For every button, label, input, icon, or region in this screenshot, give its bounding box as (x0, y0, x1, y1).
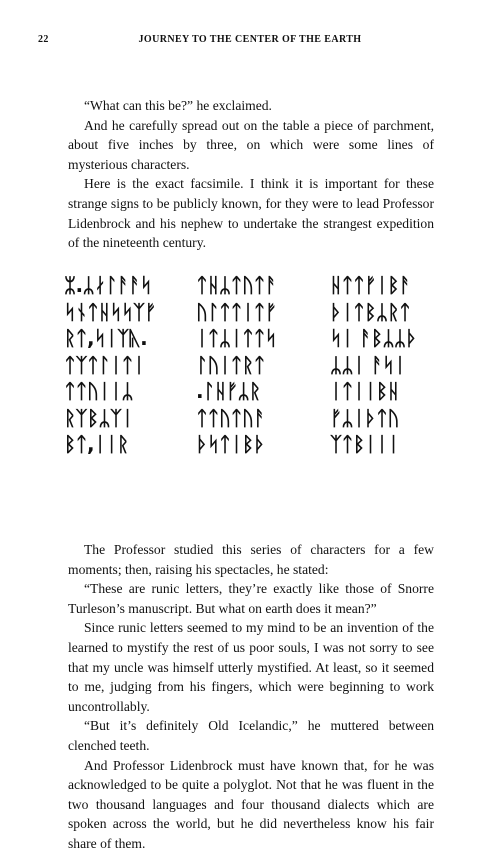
page-number: 22 (38, 34, 49, 45)
runic-line: ᛏᛏᚢᛏᚢᚨ (196, 405, 265, 430)
paragraph: “But it’s definitely Old Icelandic,” he muttered between clenched teeth. (68, 718, 434, 753)
runic-facsimile (64, 272, 436, 516)
runic-line: ᛋᛁ ᚨᛒᛦᛦᚦ (330, 326, 417, 350)
runic-line: ᚢᛚᛏᛏᛁᛏᚠ (196, 299, 277, 324)
runic-line: ᚦᛁᛏᛒᛦᚱᛏ (330, 299, 411, 324)
paragraph: The Professor studied this series of characters for a few moments; then, raising his spectacles, he stated: (68, 542, 434, 577)
paragraph: Since runic letters seemed to my mind to be an invention of the learned to mystify the rest of us poor souls, I was not sorry to see that my uncle was himself utterly mystified. At least, so it seemed to me, judging from his fingers, which were beginning to work uncontrollably. (68, 620, 434, 714)
text-block-after-facsimile (68, 540, 434, 854)
runic-column (64, 272, 156, 458)
runic-line: ᛋᚾᛏᚺᛋᛋᛉᚠ (64, 299, 156, 324)
runic-column (196, 272, 277, 458)
paragraph: “What can this be?” he exclaimed. (84, 98, 272, 113)
runic-line: ᛏᚺᛦᛏᚢᛏᚨ (196, 273, 277, 297)
runic-line: ᚱᛏ,ᛋᛁᛉᚣ. (64, 326, 148, 350)
runic-line: ᛁᛏᛁᛁᛒᚺ (330, 379, 399, 403)
paragraph: And he carefully spread out on the table a piece of parchment, about five inches by three, on which were some lines of mysterious characters. (68, 117, 434, 172)
runic-line: ᚠᛦᛁᚦᛏᚢ (330, 405, 399, 430)
runic-line: .ᛚᚺᚠᛦᚱ (196, 379, 261, 403)
runic-line: ᛏᛉᛏᛚᛁᛏᛁ (64, 352, 145, 377)
runic-line: ᛁᛏᛦᛁᛏᛏᛋ (196, 326, 277, 350)
runic-line: ᛒᛏ,ᛁᛁᚱ (64, 432, 129, 456)
runic-line: ᛦᛦᛁ ᚨᛋᛁ (330, 352, 406, 377)
runic-column (330, 272, 417, 458)
running-head (38, 34, 462, 48)
paragraph: Here is the exact facsimile. I think it is important for these strange signs to be publicly known, for they were to lead Professor Lidenbrock and his nephew to undertake the strangest expedition of the nineteenth century. (68, 176, 434, 251)
text-block-before-facsimile (68, 96, 434, 253)
runic-line: ᛉᛏᛒᛁᛁᛁ (330, 432, 399, 456)
runic-line: ᚺᛏᛏᚠᛁᛒᚨ (330, 273, 411, 297)
runic-line: ᛏᛏᚢᛁᛁᛦ (64, 379, 133, 403)
runic-line: ᛯ.ᛦᛅᛚᚨᚨᛋ (64, 273, 152, 297)
paragraph: “These are runic letters, they’re exactly like those of Snorre Turleson’s manuscript. But what on earth does it mean?” (68, 581, 434, 616)
runic-line: ᛚᚢᛁᛏᚱᛏ (196, 352, 265, 377)
runic-line: ᚦᛋᛏᛁᛒᚦ (196, 432, 265, 456)
runic-line: ᚱᛉᛒᛦᛉᛁ (64, 405, 133, 430)
paragraph: And Professor Lidenbrock must have known that, for he was acknowledged to be quite a polyglot. Not that he was fluent in the two thousand languages and four thousand dialects which are spoken across the world, but he did nevertheless know his fair share of them. (68, 757, 434, 851)
running-title: JOURNEY TO THE CENTER OF THE EARTH (138, 34, 362, 45)
